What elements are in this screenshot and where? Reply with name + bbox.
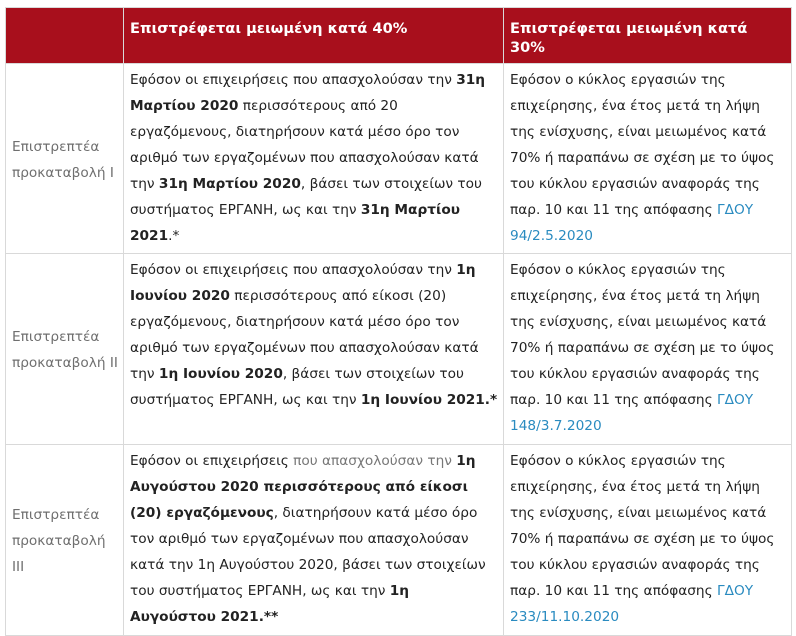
table-row <box>6 64 792 254</box>
table-row <box>6 445 792 636</box>
condition-40-cell <box>124 64 504 254</box>
text-segment: που απασχολούσαν την <box>293 453 452 469</box>
bold-text: 1η Ιουνίου 2020 <box>158 366 283 382</box>
bold-text: 1η Ιουνίου 2020 <box>130 262 476 304</box>
header-empty-cell <box>6 8 124 64</box>
bold-text: 1η Αυγούστου 2021.** <box>130 583 410 625</box>
bold-text: 31η Μαρτίου 2020 <box>158 176 301 192</box>
text-segment: περισσότερους από 20 εργαζόμενους, διατηρήσουν κατά μέσο όρο τον αριθμό των εργαζομένων που απασχολούσαν κατά την <box>130 98 479 192</box>
bold-text: 31η Μαρτίου 2021 <box>130 202 460 244</box>
condition-30-cell <box>504 64 792 254</box>
bold-text: 1η Ιουνίου 2021.* <box>360 392 498 408</box>
row-label: Επιστρεπτέα προκαταβολή II <box>6 254 124 445</box>
condition-30-cell <box>504 254 792 445</box>
condition-40-cell <box>124 254 504 445</box>
bold-text: 1η Αυγούστου 2020 περισσότερους από είκοσι (20) εργαζόμενους <box>130 453 476 521</box>
text-segment: Εφόσον οι επιχειρήσεις που απασχολούσαν την <box>130 262 457 278</box>
row-label: Επιστρεπτέα προκαταβολή III <box>6 445 124 636</box>
text-segment: Εφόσον ο κύκλος εργασιών της επιχείρησης, ένα έτος μετά τη λήψη της ενίσχυσης, είναι μειωμένος κατά 70% ή παραπάνω σε σχέση με το ύψος του κύκλου εργασιών αναφοράς της παρ. 10 και 11 της απόφασης <box>510 262 775 408</box>
bold-text: 31η Μαρτίου 2020 <box>130 72 486 114</box>
text-segment: , βάσει των στοιχείων του συστήματος ΕΡΓΑΝΗ, ως και την <box>130 176 482 218</box>
decision-link[interactable]: ΓΔΟΥ 148/3.7.2020 <box>510 392 754 434</box>
text-segment: , διατηρήσουν κατά μέσο όρο τον αριθμό των εργαζομένων που απασχολούσαν κατά την 1η Αυγούστου 2020, βάσει των στοιχείων του συστήματος ΕΡΓΑΝΗ, ως και την <box>130 505 486 599</box>
refund-conditions-table <box>5 7 792 636</box>
text-segment: .* <box>168 228 180 244</box>
decision-link[interactable]: ΓΔΟΥ 94/2.5.2020 <box>510 202 754 244</box>
text-segment: Εφόσον ο κύκλος εργασιών της επιχείρησης, ένα έτος μετά τη λήψη της ενίσχυσης, είναι μειωμένος κατά 70% ή παραπάνω σε σχέση με το ύψος του κύκλου εργασιών αναφοράς της παρ. 10 και 11 της απόφασης <box>510 72 775 218</box>
header-reduced-30: Επιστρέφεται μειωμένη κατά 30% <box>504 8 792 64</box>
text-segment: , βάσει των στοιχείων του συστήματος ΕΡΓΑΝΗ, ως και την <box>130 366 464 408</box>
table-header-row <box>6 8 792 64</box>
condition-40-cell <box>124 445 504 636</box>
text-segment: περισσότερους από είκοσι (20) εργαζόμενους, διατηρήσουν κατά μέσο όρο τον αριθμό των εργαζομένων που απασχολούσαν κατά την <box>130 288 479 382</box>
text-segment: Εφόσον οι επιχειρήσεις που απασχολούσαν την <box>130 72 457 88</box>
decision-link[interactable]: ΓΔΟΥ 233/11.10.2020 <box>510 583 754 625</box>
row-label: Επιστρεπτέα προκαταβολή I <box>6 64 124 254</box>
text-segment: Εφόσον ο κύκλος εργασιών της επιχείρησης, ένα έτος μετά τη λήψη της ενίσχυσης, είναι μειωμένος κατά 70% ή παραπάνω σε σχέση με το ύψος του κύκλου εργασιών αναφοράς της παρ. 10 και 11 της απόφασης <box>510 453 775 599</box>
condition-30-cell <box>504 445 792 636</box>
table-row <box>6 254 792 445</box>
text-segment: Εφόσον οι επιχειρήσεις <box>130 453 294 469</box>
header-reduced-40: Επιστρέφεται μειωμένη κατά 40% <box>124 8 504 64</box>
